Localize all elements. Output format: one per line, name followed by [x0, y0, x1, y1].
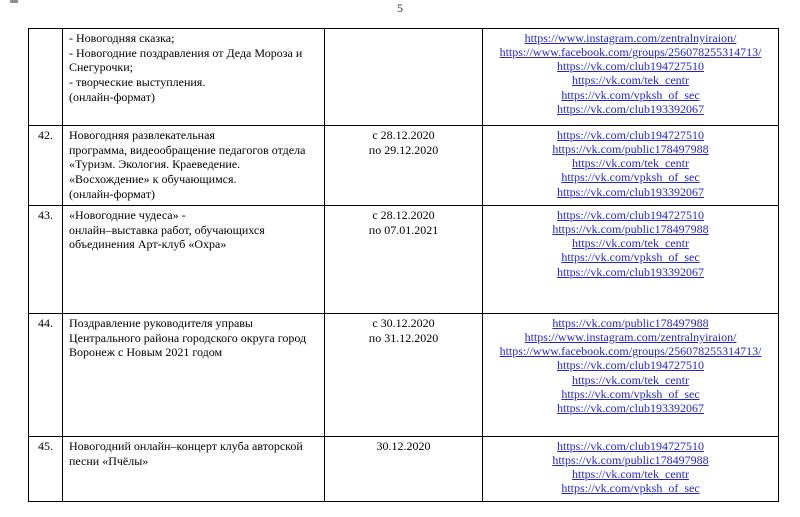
link-line: [487, 170, 774, 184]
link-line: [487, 467, 774, 481]
row-number: 43.: [38, 208, 53, 222]
hyperlink[interactable]: https://vk.com/tek_centr: [572, 156, 689, 171]
dates-cell: [325, 314, 483, 437]
activity-line: песни «Пчёлы»: [69, 453, 149, 468]
link-line: [487, 439, 774, 453]
hyperlink[interactable]: https://vk.com/club194727510: [557, 59, 704, 74]
events-table: [28, 28, 779, 502]
row-number: 42.: [38, 128, 53, 142]
hyperlink[interactable]: https://vk.com/public178497988: [552, 222, 709, 237]
link-line: [487, 453, 774, 467]
date-line: с 28.12.2020: [372, 208, 435, 222]
activity-line: «Восхождение» к обучающимся.: [69, 171, 237, 186]
date-line: с 28.12.2020: [372, 128, 435, 142]
activity-line: Воронеж с Новым 2021 годом: [69, 345, 223, 360]
hyperlink[interactable]: https://vk.com/club193392067: [557, 400, 704, 415]
hyperlink[interactable]: https://vk.com/vpksh_of_sec: [561, 386, 700, 401]
activity-line: (онлайн-формат): [69, 186, 155, 201]
activity-line: Центрального района городского округа город: [69, 330, 307, 345]
links-cell: [483, 314, 779, 437]
links-cell: [483, 29, 779, 126]
link-line: [487, 88, 774, 102]
activity-line: Поздравление руководителя управы: [69, 316, 253, 330]
activity-line: - творческие выступления.: [69, 74, 206, 89]
hyperlink[interactable]: https://vk.com/vpksh_of_sec: [561, 170, 700, 185]
link-line: [487, 128, 774, 142]
hyperlink[interactable]: https://vk.com/tek_centr: [572, 372, 689, 387]
activity-line: объединения Арт-клуб «Охра»: [69, 237, 227, 252]
date-line: с 30.12.2020: [372, 316, 435, 330]
links-cell: [483, 126, 779, 206]
link-line: [487, 250, 774, 264]
activity-line: (онлайн-формат): [69, 89, 155, 104]
link-line: [487, 358, 774, 372]
link-line: [487, 208, 774, 222]
row-number-cell: [29, 126, 63, 206]
hyperlink[interactable]: https://vk.com/tek_centr: [572, 236, 689, 251]
hyperlink[interactable]: https://vk.com/club193392067: [557, 101, 704, 116]
hyperlink[interactable]: https://vk.com/club194727510: [557, 358, 704, 373]
activity-line: Новогодний онлайн–концерт клуба авторской: [69, 439, 303, 453]
hyperlink[interactable]: https://vk.com/public178497988: [552, 316, 709, 330]
table-row: [29, 437, 779, 502]
date-line: по 31.12.2020: [368, 330, 439, 345]
row-number: 45.: [38, 439, 53, 453]
hyperlink[interactable]: https://vk.com/public178497988: [552, 142, 709, 157]
hyperlink[interactable]: https://vk.com/public178497988: [552, 453, 709, 468]
row-number-cell: [29, 206, 63, 314]
link-line: [487, 481, 774, 495]
activity-line: онлайн–выставка работ, обучающихся: [69, 222, 265, 237]
table-row: [29, 206, 779, 314]
date-line: по 29.12.2020: [368, 142, 439, 157]
link-line: [487, 265, 774, 279]
dates-cell: [325, 206, 483, 314]
activity-line: - Новогодние поздравления от Деда Мороза и: [69, 45, 303, 60]
link-line: [487, 387, 774, 401]
date-line: по 07.01.2021: [368, 222, 439, 237]
table-row: [29, 126, 779, 206]
hyperlink[interactable]: https://vk.com/club193392067: [557, 264, 704, 279]
hyperlink[interactable]: https://www.instagram.com/zentralnyiraion/: [524, 31, 737, 45]
activity-line: программа, видеообращение педагогов отдела: [69, 142, 306, 157]
page-number: 5: [397, 1, 403, 15]
link-line: [487, 73, 774, 87]
links-cell: [483, 206, 779, 314]
link-line: [487, 330, 774, 344]
row-number-cell: [29, 437, 63, 502]
link-line: [487, 142, 774, 156]
row-number: 44.: [38, 316, 53, 330]
link-line: [487, 31, 774, 45]
activity-line: «Новогодние чудеса» -: [69, 208, 186, 222]
table-row: [29, 314, 779, 437]
activity-line: «Туризм. Экология. Краеведение.: [69, 157, 241, 172]
link-line: [487, 344, 774, 358]
links-cell: [483, 437, 779, 502]
link-line: [487, 59, 774, 73]
link-line: [487, 236, 774, 250]
table-row: [29, 29, 779, 126]
row-number-cell: [29, 29, 63, 126]
row-number-cell: [29, 314, 63, 437]
hyperlink[interactable]: https://vk.com/vpksh_of_sec: [561, 250, 700, 265]
activity-cell: [63, 29, 325, 126]
hyperlink[interactable]: https://www.instagram.com/zentralnyiraion/: [524, 330, 737, 345]
hyperlink[interactable]: https://vk.com/vpksh_of_sec: [561, 87, 700, 102]
link-line: [487, 373, 774, 387]
link-line: [487, 316, 774, 330]
activity-cell: [63, 126, 325, 206]
hyperlink[interactable]: https://vk.com/tek_centr: [572, 467, 689, 482]
link-line: [487, 222, 774, 236]
dates-cell: [325, 126, 483, 206]
activity-cell: [63, 206, 325, 314]
link-line: [487, 185, 774, 199]
activity-cell: [63, 314, 325, 437]
link-line: [487, 45, 774, 59]
hyperlink[interactable]: https://vk.com/tek_centr: [572, 73, 689, 88]
activity-line: Снегурочки;: [69, 60, 133, 75]
dates-cell: [325, 437, 483, 502]
date-line: 30.12.2020: [376, 439, 431, 453]
dates-cell: [325, 29, 483, 126]
events-table-body: [29, 29, 779, 502]
hyperlink[interactable]: https://www.facebook.com/groups/256078255314713/: [499, 45, 762, 60]
activity-line: Новогодняя развлекательная: [69, 128, 215, 142]
link-line: [487, 156, 774, 170]
hyperlink[interactable]: https://vk.com/club194727510: [557, 128, 704, 142]
hyperlink[interactable]: https://www.facebook.com/groups/256078255314713/: [499, 344, 762, 359]
link-line: [487, 401, 774, 415]
link-line: [487, 102, 774, 116]
hyperlink[interactable]: https://vk.com/club193392067: [557, 184, 704, 199]
activity-line: - Новогодняя сказка;: [69, 31, 175, 45]
hyperlink[interactable]: https://vk.com/club194727510: [557, 439, 704, 453]
hyperlink[interactable]: https://vk.com/club194727510: [557, 208, 704, 222]
activity-cell: [63, 437, 325, 502]
hyperlink[interactable]: https://vk.com/vpksh_of_sec: [561, 481, 700, 496]
